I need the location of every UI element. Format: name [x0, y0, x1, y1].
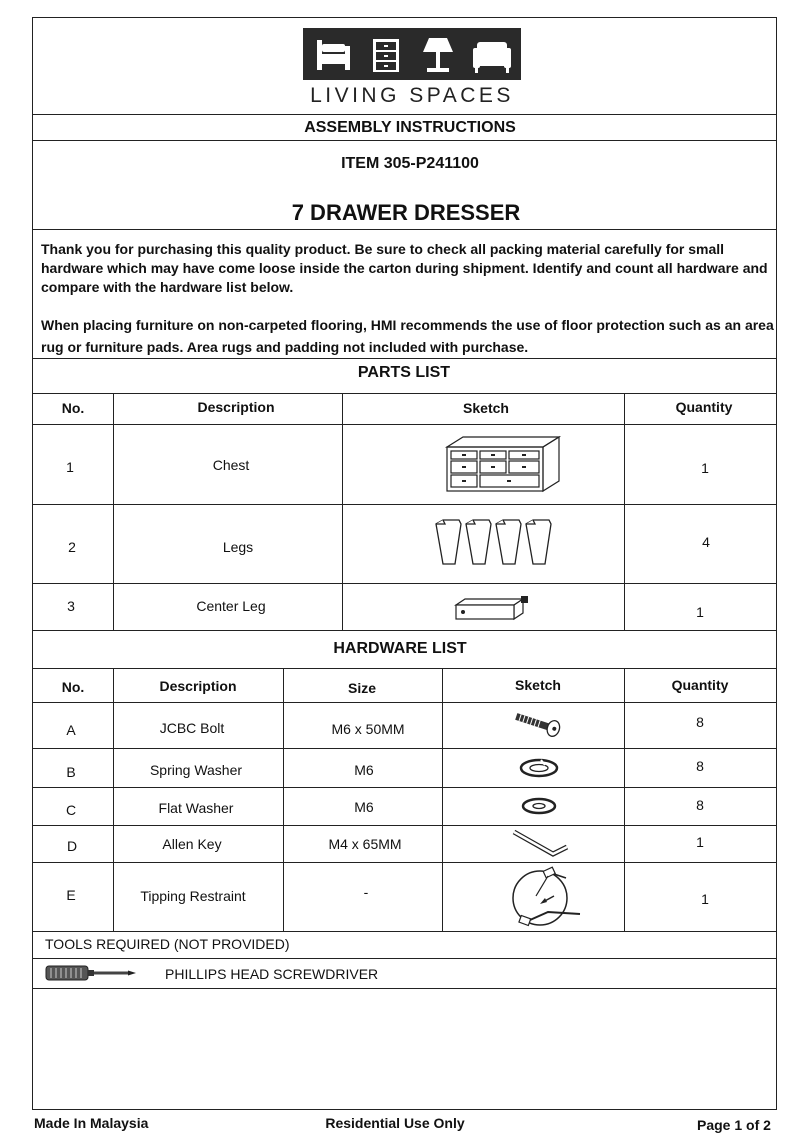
nightstand-icon [373, 39, 399, 72]
flat-washer-icon [519, 796, 559, 816]
rule [32, 702, 777, 703]
footer-origin: Made In Malaysia [34, 1115, 149, 1131]
part-description: Center Leg [196, 598, 266, 614]
tool-item-label: PHILLIPS HEAD SCREWDRIVER [165, 966, 379, 982]
rule [32, 862, 777, 863]
part-quantity: 1 [701, 460, 709, 476]
rule [32, 583, 777, 584]
rule [32, 393, 777, 394]
column-rule [442, 668, 443, 931]
rule [32, 988, 777, 989]
hardware-size: M6 [354, 762, 374, 778]
legs-icon [433, 518, 553, 568]
tools-title: TOOLS REQUIRED (NOT PROVIDED) [45, 936, 290, 952]
hardware-quantity: 1 [701, 891, 709, 907]
hardware-description: Allen Key [162, 836, 222, 852]
col-header-sketch: Sketch [515, 677, 561, 693]
bed-icon [317, 40, 350, 70]
part-description: Chest [212, 457, 250, 473]
footer-usage: Residential Use Only [325, 1115, 465, 1131]
col-header-no: No. [61, 400, 85, 416]
part-quantity: 4 [702, 534, 710, 550]
col-header-quantity: Quantity [675, 399, 733, 415]
hardware-quantity: 1 [696, 834, 704, 850]
chest-icon [443, 433, 563, 493]
hardware-no: E [66, 887, 76, 903]
screwdriver-icon [45, 965, 137, 981]
hardware-list-title: HARDWARE LIST [333, 640, 467, 657]
column-rule [342, 393, 343, 630]
rule [32, 229, 777, 230]
part-quantity: 1 [696, 604, 704, 620]
hardware-size: M6 [354, 799, 374, 815]
part-description: Legs [222, 539, 254, 555]
rule [32, 787, 777, 788]
hardware-no: D [66, 838, 78, 854]
spring-washer-icon [517, 757, 561, 779]
rule [32, 825, 777, 826]
hardware-no: B [66, 764, 76, 780]
rule [32, 358, 777, 359]
allen-key-icon [511, 827, 571, 861]
center-leg-icon [453, 591, 533, 625]
flooring-paragraph: When placing furniture on non-carpeted flooring, HMI recommends the use of floor protection such as an area rug or furniture pads. Area rugs and padding not included with purchase. [41, 317, 774, 355]
logo-band [303, 28, 521, 80]
rule [32, 748, 777, 749]
hardware-quantity: 8 [696, 714, 704, 730]
hardware-no: A [66, 722, 76, 738]
part-no: 3 [67, 598, 75, 614]
rule [32, 140, 777, 141]
part-no: 1 [66, 459, 74, 475]
col-header-description: Description [197, 399, 275, 415]
rule [32, 114, 777, 115]
hardware-size: M4 x 65MM [328, 836, 402, 852]
col-header-quantity: Quantity [671, 677, 729, 693]
hardware-size: M6 x 50MM [331, 721, 405, 737]
hardware-description: Spring Washer [149, 762, 243, 778]
hardware-size: - [363, 884, 369, 900]
rule [32, 958, 777, 959]
column-rule [624, 668, 625, 931]
tipping-restraint-icon [508, 866, 584, 930]
hardware-quantity: 8 [696, 797, 704, 813]
hardware-no: C [65, 802, 77, 818]
bolt-icon [513, 712, 563, 736]
rule [32, 668, 777, 669]
parts-list-title: PARTS LIST [357, 364, 451, 381]
rule [32, 504, 777, 505]
column-rule [113, 393, 114, 630]
col-header-sketch: Sketch [463, 400, 509, 416]
product-title: 7 DRAWER DRESSER [291, 200, 521, 225]
rule [32, 630, 777, 631]
rule [32, 931, 777, 932]
hardware-quantity: 8 [696, 758, 704, 774]
intro-paragraph: Thank you for purchasing this quality product. Be sure to check all packing material carefully for small hardware which may have come loose inside the carton during shipment. Identify and count all hardware and compare with the hardware list below. [41, 241, 768, 295]
brand-name: LIVING SPACES [310, 84, 514, 107]
col-header-no: No. [61, 679, 85, 695]
footer-page-number: Page 1 of 2 [697, 1117, 771, 1133]
col-header-description: Description [159, 678, 237, 694]
hardware-description: Tipping Restraint [140, 888, 246, 904]
section-title: ASSEMBLY INSTRUCTIONS [304, 119, 516, 136]
column-rule [283, 668, 284, 931]
hardware-description: Flat Washer [158, 800, 234, 816]
column-rule [113, 668, 114, 931]
lamp-icon [423, 38, 453, 72]
rule [32, 424, 777, 425]
item-number: ITEM 305-P241100 [341, 155, 479, 172]
brand-logo [303, 28, 521, 108]
armchair-icon [473, 42, 511, 73]
part-no: 2 [68, 539, 76, 555]
column-rule [624, 393, 625, 630]
hardware-description: JCBC Bolt [159, 720, 225, 736]
col-header-size: Size [347, 680, 377, 696]
